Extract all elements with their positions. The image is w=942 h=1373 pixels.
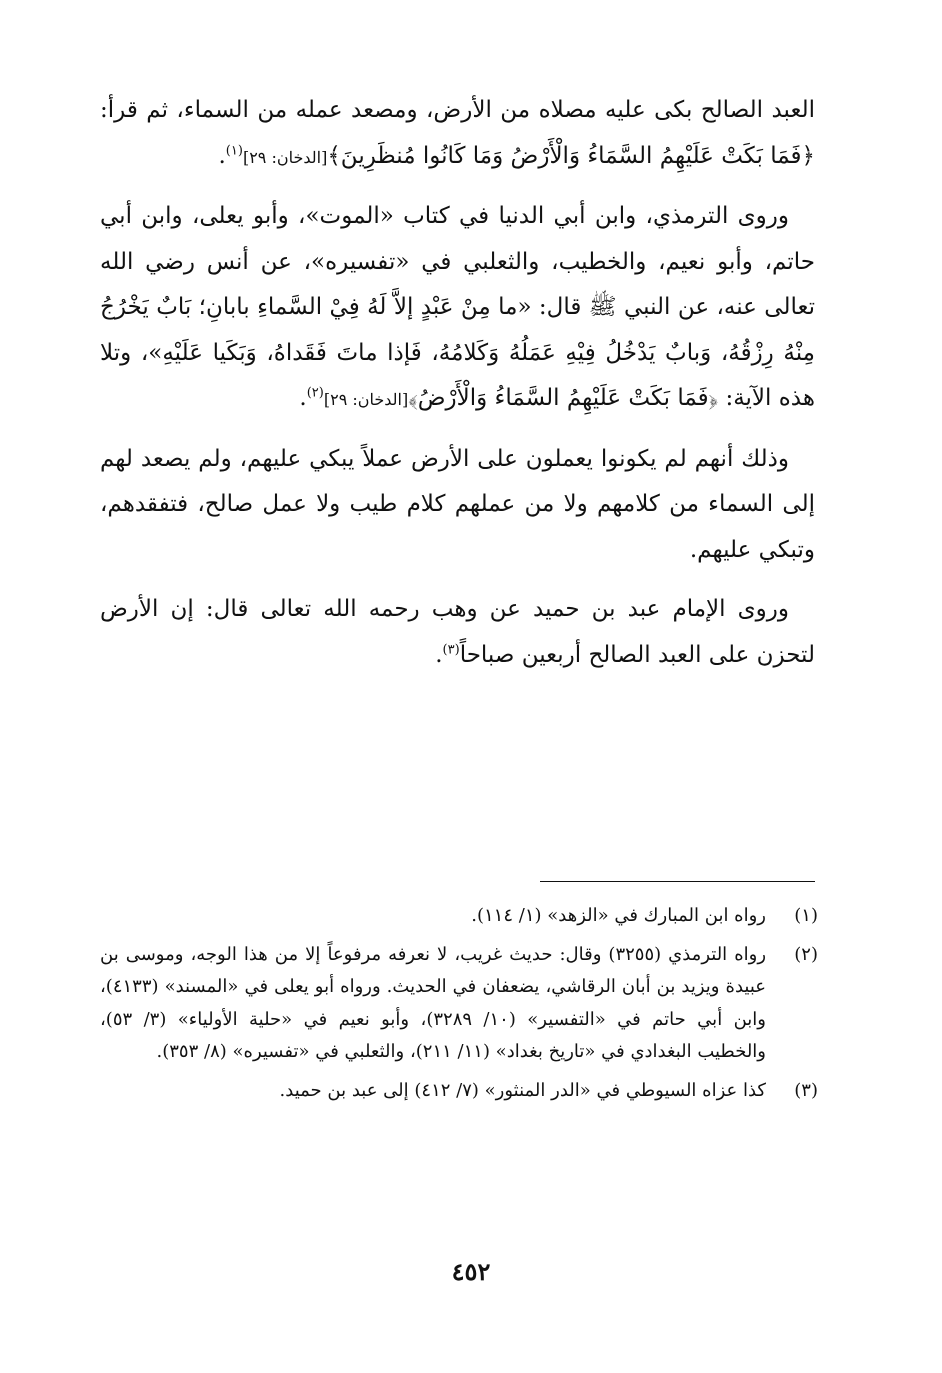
footnote-2 [100,939,818,1069]
footnote-number: (٢) [794,943,818,965]
quran-reference: [الدخان: ٢٩] [242,147,328,167]
paragraph-text: العبد الصالح بكى عليه مصلاه من الأرض، ومصعد عمله من السماء، ثم قرأ: ﴿فَمَا بَكَتْ عَلَيْهِمُ السَّمَاءُ وَالْأَرْضُ وَمَا كَانُوا مُنظَرِينَ﴾ [100,97,815,169]
page-number: ٤٥٢ [451,1257,491,1286]
footnote-marker: (١) [225,142,243,158]
sentence-end: . [435,641,443,668]
footnote-text: كذا عزاه السيوطي في «الدر المنثور» (٧/ ٤١٢) إلى عبد بن حميد. [279,1079,766,1101]
paragraph-text: وذلك أنهم لم يكونوا يعملون على الأرض عملاً يبكي عليهم، ولم يصعد لهم إلى السماء من كلامهم ولا من عملهم كلام طيب ولا عمل صالح، فتفقدهم، وتبكي عليهم. [100,445,815,563]
sentence-end: . [299,385,307,411]
footnotes [100,900,818,1113]
main-text [100,88,815,678]
footnote-marker: (٣) [442,641,460,657]
sentence-end: . [218,142,226,169]
footnote-1 [100,900,818,933]
paragraph-1 [100,88,815,180]
paragraph-3 [100,437,815,574]
footnote-number: (٣) [794,1079,818,1101]
paragraph-text: وروى الإمام عبد بن حميد عن وهب رحمه الله تعالى قال: إن الأرض لتحزن على العبد الصالح أربعين صباحاً [100,596,815,668]
paragraph-4 [100,587,815,678]
footnote-number: (١) [794,905,818,926]
footnote-3 [100,1075,818,1108]
quran-reference: [الدخان: ٢٩] [323,390,409,409]
paragraph-text: وروى الترمذي، وابن أبي الدنيا في كتاب «الموت»، وأبو يعلى، وابن أبي حاتم، وأبو نعيم، والخطيب، والثعلبي في «تفسيره»، عن أنس رضي الله تعالى عنه، عن النبي ﷺ قال: «ما مِنْ عَبْدٍ إلاَّ لَهُ فِيْ السَّماءِ بابانِ؛ بَابٌ يَخْرُجُ مِنْهُ رِزْقُهُ، وَبابٌ يَدْخُلُ فِيْهِ عَمَلُهُ وَكَلامُهُ، فَإذا ماتَ فَقَداهُ، وَبَكَيا عَلَيْهِ»، وتلا هذه الآية: ﴿فَمَا بَكَتْ عَلَيْهِمُ السَّمَاءُ وَالْأَرْضُ﴾ [100,203,815,411]
footnote-text: رواه الترمذي (٣٢٥٥) وقال: حديث غريب، لا نعرفه مرفوعاً إلا من هذا الوجه، وموسى بن عبيدة ويزيد بن أبان الرقاشي، يضعفان في الحديث. ورواه أبو يعلى في «المسند» (٤١٣٣)، وابن أبي حاتم في «التفسير» (١٠/ ٣٢٨٩)، وأبو نعيم في «حلية الأولياء» (٣/ ٥٣)، والخطيب البغدادي في «تاريخ بغداد» (١١/ ٢١١)، والثعلبي في «تفسيره» (٨/ ٣٥٣). [100,943,767,1062]
footnote-text: رواه ابن المبارك في «الزهد» (١/ ١١٤). [471,905,766,926]
paragraph-2 [100,194,815,423]
footnote-marker: (٢) [306,385,324,401]
footnote-divider [540,881,815,882]
